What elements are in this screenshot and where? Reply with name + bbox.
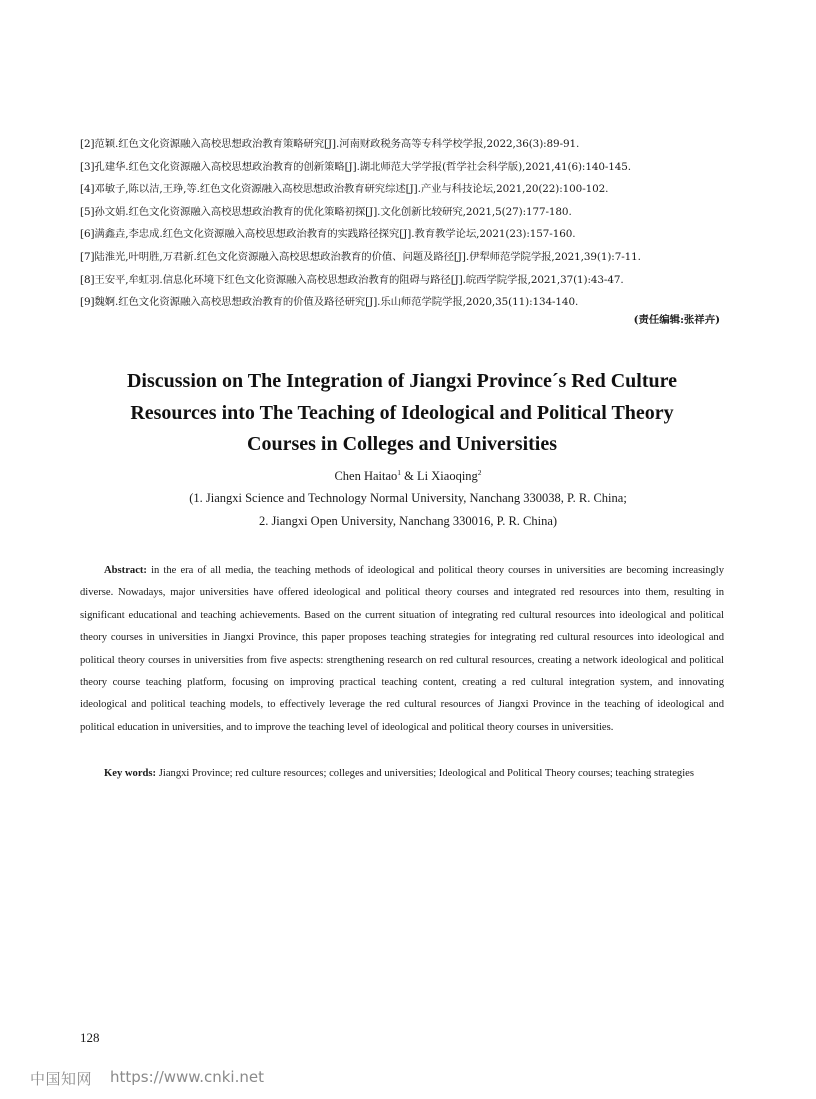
- reference-item: [7]陆淮光,叶明胜,万君新.红色文化资源融入高校思想政治教育的价值、问题及路径[J].伊犁师范学院学报,2021,39(1):7-11.: [80, 250, 641, 263]
- title-line: Resources into The Teaching of Ideological and Political Theory: [130, 401, 674, 424]
- abstract-label: Abstract:: [104, 565, 147, 576]
- author-separator: &: [401, 469, 418, 484]
- reference-item: [6]满鑫垚,李忠成.红色文化资源融入高校思想政治教育的实践路径探究[J].教育教学论坛,2021(23):157-160.: [80, 228, 576, 241]
- reference-item: [8]王安平,牟虹羽.信息化环境下红色文化资源融入高校思想政治教育的阻碍与路径[J].皖西学院学报,2021,37(1):43-47.: [80, 273, 624, 286]
- reference-item: [9]魏婀.红色文化资源融入高校思想政治教育的价值及路径研究[J].乐山师范学院学报,2020,35(11):134-140.: [80, 296, 579, 309]
- title-line: Discussion on The Integration of Jiangxi Province´s Red Culture: [126, 370, 678, 392]
- cnki-url-link[interactable]: https://www.cnki.net: [110, 1068, 264, 1086]
- paper-title: [60, 366, 744, 461]
- reference-item: [4]邓敏子,陈以洁,王琤,等.红色文化资源融入高校思想政治教育研究综述[J].产业与科技论坛,2021,20(22):100-102.: [80, 183, 609, 196]
- reference-item: [3]孔建华.红色文化资源融入高校思想政治教育的创新策略[J].湖北师范大学学报(哲学社会科学版),2021,41(6):140-145.: [80, 160, 632, 173]
- responsible-editor-note: (责任编辑:张祥卉): [633, 314, 720, 326]
- affiliation-line: (1. Jiangxi Science and Technology Normal University, Nanchang 330038, P. R. China;: [189, 491, 627, 505]
- cnki-brand-text: 中国知网: [30, 1070, 93, 1088]
- author-name: Chen Haitao: [334, 469, 398, 484]
- author-line: [0, 464, 816, 485]
- reference-item: [2]范颖.红色文化资源融入高校思想政治教育策略研究[J].河南财政税务高等专科学校学报,2022,36(3):89-91.: [80, 138, 580, 150]
- abstract-paragraph: [80, 560, 724, 739]
- reference-list: [80, 133, 740, 314]
- keywords-paragraph: [80, 762, 724, 785]
- title-line: Courses in Colleges and Universities: [247, 433, 557, 455]
- page-number: 128: [80, 1030, 100, 1045]
- keywords-text: Jiangxi Province; red culture resources; colleges and universities; Ideological and Political Theory courses; teaching strategies: [158, 768, 694, 779]
- author-name: Li Xiaoqing: [417, 469, 478, 484]
- keywords-label: Key words:: [104, 768, 157, 779]
- cnki-watermark-footer: [0, 1055, 816, 1099]
- reference-item: [5]孙文娟.红色文化资源融入高校思想政治教育的优化策略初探[J].文化创新比较研究,2021,5(27):177-180.: [80, 205, 572, 218]
- affiliation-marker: 2: [477, 468, 482, 477]
- affiliation-line: 2. Jiangxi Open University, Nanchang 330016, P. R. China): [258, 514, 558, 528]
- abstract-text: in the era of all media, the teaching methods of ideological and political theory courses in universities are becoming increasingly diverse. Nowadays, major universities have offered ideological and political theory courses and integrated red resources into them, resulting in significant educational and teaching achievements. Based on the current situation of integrating red cultural resources into ideological and political theory courses in universities in Jiangxi Province, this paper proposes teaching strategies for integrating red cultural resources into ideological and political theory courses in universities from five aspects: strengthening research on red cultural resources, creating a network ideological and political theory course teaching platform, focusing on improving practical teaching content, creating a red cultural integration system, and innovating ideological and political teaching models, to effectively leverage the red cultural resources of Jiangxi Province in the teaching of ideological and political education in universities, and to improve the teaching level of ideological and political theory courses in universities.: [80, 565, 724, 733]
- affiliation-marker: 1: [397, 468, 402, 477]
